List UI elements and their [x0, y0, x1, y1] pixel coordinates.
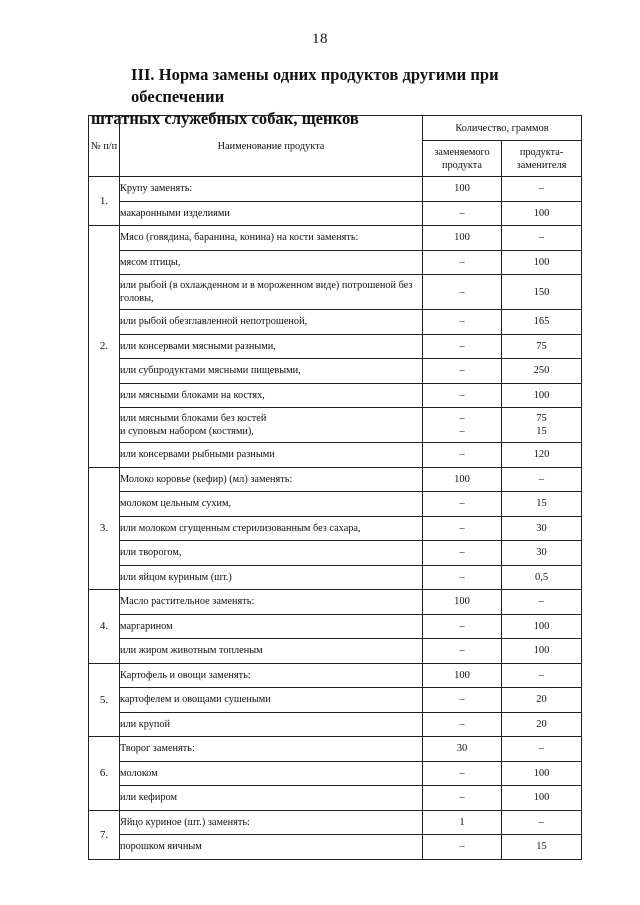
replaced-quantity-cell: – [423, 310, 502, 335]
replaced-quantity-cell: – [423, 383, 502, 408]
replaced-quantity-cell: – [423, 761, 502, 786]
replacement-quantity-cell: 250 [502, 359, 582, 384]
replaced-quantity-cell: – [423, 688, 502, 713]
replaced-quantity-cell: – [423, 359, 502, 384]
product-name-cell: Молоко коровье (кефир) (мл) заменять: [120, 467, 423, 492]
group-number: 2. [89, 226, 120, 468]
table-row [89, 177, 582, 202]
page-number: 18 [312, 31, 328, 47]
product-name-cell: мясом птицы, [120, 250, 423, 275]
replaced-quantity-cell: – [423, 201, 502, 226]
replaced-quantity-cell: – [423, 786, 502, 811]
replacement-quantity-cell: 150 [502, 275, 582, 310]
replacement-quantity-cell: 100 [502, 250, 582, 275]
group-number: 3. [89, 467, 120, 590]
header-quantity: Количество, граммов [423, 116, 582, 141]
table-row [89, 712, 582, 737]
product-name-cell: макаронными изделиями [120, 201, 423, 226]
table-row [89, 310, 582, 335]
replaced-quantity-cell: – [423, 516, 502, 541]
table-row [89, 443, 582, 468]
replacement-quantity-cell: 30 [502, 541, 582, 566]
header-replacement-product: продукта-заменителя [502, 141, 582, 177]
table-row [89, 275, 582, 310]
replaced-quantity-cell: 100 [423, 177, 502, 202]
replacement-quantity-cell: 20 [502, 712, 582, 737]
table-row [89, 492, 582, 517]
table-row [89, 383, 582, 408]
replaced-quantity-cell: – [423, 492, 502, 517]
replacement-quantity-cell: 75 [502, 334, 582, 359]
table-row [89, 201, 582, 226]
table-row [89, 835, 582, 860]
group-number: 7. [89, 810, 120, 859]
replaced-quantity-cell: – [423, 565, 502, 590]
replaced-quantity-cell: 1 [423, 810, 502, 835]
replacement-quantity-cell: 165 [502, 310, 582, 335]
product-name-cell: или субпродуктами мясными пищевыми, [120, 359, 423, 384]
table-row [89, 810, 582, 835]
replaced-quantity-cell: 100 [423, 226, 502, 251]
replacement-norms-table [88, 115, 582, 860]
product-name-cell: Крупу заменять: [120, 177, 423, 202]
group-number: 4. [89, 590, 120, 664]
header-number: № п/п [89, 116, 120, 177]
table-row [89, 541, 582, 566]
replacement-quantity-cell: 100 [502, 761, 582, 786]
replacement-quantity-cell: – [502, 226, 582, 251]
group-number: 6. [89, 737, 120, 811]
product-name-cell: маргарином [120, 614, 423, 639]
product-name-cell: или рыбой (в охлажденном и в мороженном виде) потрошеной без головы, [120, 275, 423, 310]
table-row [89, 786, 582, 811]
table-row [89, 408, 582, 443]
product-name-cell: или мясными блоками без костей и суповым набором (костями), [120, 408, 423, 443]
product-name-cell: или мясными блоками на костях, [120, 383, 423, 408]
replacement-quantity-cell: 15 [502, 835, 582, 860]
replacement-quantity-cell: 20 [502, 688, 582, 713]
replaced-quantity-cell: – [423, 835, 502, 860]
header-replaced-product: заменяемого продукта [423, 141, 502, 177]
replaced-quantity-cell: 100 [423, 467, 502, 492]
product-name-cell: порошком яичным [120, 835, 423, 860]
replacement-quantity-cell: – [502, 177, 582, 202]
replaced-quantity-cell: – [423, 639, 502, 664]
title-line-2: штатных служебных собак, щенков [91, 109, 359, 128]
table-row [89, 688, 582, 713]
replaced-quantity-cell: – – [423, 408, 502, 443]
table-row [89, 250, 582, 275]
replaced-quantity-cell: – [423, 712, 502, 737]
replacement-quantity-cell: 30 [502, 516, 582, 541]
product-name-cell: картофелем и овощами сушеными [120, 688, 423, 713]
product-name-cell: Картофель и овощи заменять: [120, 663, 423, 688]
replacement-quantity-cell: – [502, 737, 582, 762]
table-row [89, 334, 582, 359]
product-name-cell: или жиром животным топленым [120, 639, 423, 664]
product-name-cell: молоком [120, 761, 423, 786]
table-row [89, 614, 582, 639]
product-name-cell: Творог заменять: [120, 737, 423, 762]
replaced-quantity-cell: 30 [423, 737, 502, 762]
table-row [89, 226, 582, 251]
product-name-cell: или рыбой обезглавленной непотрошеной, [120, 310, 423, 335]
table-row [89, 359, 582, 384]
table-row [89, 761, 582, 786]
table-row [89, 467, 582, 492]
replacement-quantity-cell: – [502, 590, 582, 615]
replacement-quantity-cell: 120 [502, 443, 582, 468]
product-name-cell: или кефиром [120, 786, 423, 811]
product-name-cell: или консервами рыбными разными [120, 443, 423, 468]
table-row [89, 516, 582, 541]
product-name-cell: или творогом, [120, 541, 423, 566]
product-name-cell: или крупой [120, 712, 423, 737]
group-number: 5. [89, 663, 120, 737]
replaced-quantity-cell: – [423, 541, 502, 566]
table-row [89, 590, 582, 615]
replaced-quantity-cell: – [423, 250, 502, 275]
replacement-quantity-cell: 100 [502, 201, 582, 226]
product-name-cell: или яйцом куриным (шт.) [120, 565, 423, 590]
replacement-quantity-cell: 100 [502, 383, 582, 408]
replaced-quantity-cell: – [423, 334, 502, 359]
table-row [89, 565, 582, 590]
table-body [89, 177, 582, 860]
replaced-quantity-cell: – [423, 614, 502, 639]
replacement-quantity-cell: 15 [502, 492, 582, 517]
header-product-name: Наименование продукта [120, 116, 423, 177]
replacement-quantity-cell: 100 [502, 614, 582, 639]
product-name-cell: молоком цельным сухим, [120, 492, 423, 517]
product-name-cell: или молоком сгущенным стерилизованным без сахара, [120, 516, 423, 541]
product-name-cell: Масло растительное заменять: [120, 590, 423, 615]
group-number: 1. [89, 177, 120, 226]
table-row [89, 663, 582, 688]
title-line-1: III. Норма замены одних продуктов другими при обеспечении [131, 65, 499, 106]
replacement-quantity-cell: – [502, 663, 582, 688]
product-name-cell: или консервами мясными разными, [120, 334, 423, 359]
table-row [89, 639, 582, 664]
replacement-quantity-cell: – [502, 467, 582, 492]
replaced-quantity-cell: 100 [423, 590, 502, 615]
replacement-quantity-cell: 100 [502, 639, 582, 664]
product-name-cell: Мясо (говядина, баранина, конина) на кости заменять: [120, 226, 423, 251]
replaced-quantity-cell: 100 [423, 663, 502, 688]
product-name-cell: Яйцо куриное (шт.) заменять: [120, 810, 423, 835]
replacement-quantity-cell: 0,5 [502, 565, 582, 590]
replacement-quantity-cell: 100 [502, 786, 582, 811]
replaced-quantity-cell: – [423, 275, 502, 310]
replacement-quantity-cell: 75 15 [502, 408, 582, 443]
replaced-quantity-cell: – [423, 443, 502, 468]
replacement-quantity-cell: – [502, 810, 582, 835]
table-row [89, 737, 582, 762]
